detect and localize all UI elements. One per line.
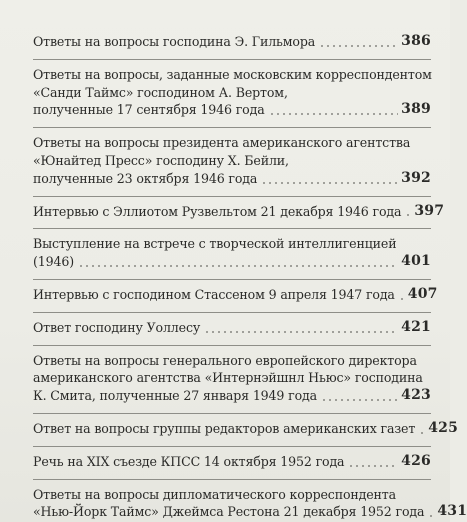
- dot-leader: [269, 113, 399, 115]
- dot-leader: [204, 331, 398, 333]
- toc-entry-last-line: [33, 503, 467, 521]
- dot-leader: [405, 214, 411, 216]
- toc-entry: [33, 453, 431, 471]
- divider: [33, 446, 431, 447]
- divider: [33, 228, 431, 229]
- page-number: 397: [414, 202, 445, 219]
- divider: [33, 413, 431, 414]
- toc-entry-line: Ответы на вопросы президента американского агентства: [33, 135, 411, 151]
- toc-entry-line: Ответы на вопросы, заданные московским корреспондентом: [33, 66, 432, 82]
- page-number: 401: [401, 253, 431, 270]
- divider: [33, 59, 431, 60]
- toc-entry-line: американского агентства «Интернэйшнл Ньюс» господина: [33, 370, 423, 386]
- divider: [33, 479, 431, 480]
- table-of-contents: [33, 33, 467, 521]
- toc-entry-last-line: [33, 170, 431, 188]
- dot-leader: [321, 399, 398, 401]
- divider: [33, 279, 431, 280]
- toc-entry-line: (1946): [33, 254, 74, 270]
- toc-entry: [33, 319, 431, 337]
- divider: [33, 312, 431, 313]
- dot-leader: [419, 432, 425, 434]
- toc-entry-line: Речь на XIX съезде КПСС 14 октября 1952 года: [33, 453, 345, 469]
- toc-entry: [33, 235, 431, 271]
- toc-entry-line: Ответы на вопросы генерального европейского директора: [33, 352, 417, 368]
- dot-leader: [348, 465, 398, 467]
- toc-entry-last-line: [33, 453, 431, 471]
- toc-entry: [33, 66, 431, 119]
- toc-entry: [33, 134, 431, 187]
- toc-entry-last-line: [33, 202, 445, 221]
- toc-entry-line: «Нью-Йорк Таймс» Джеймса Рестона 21 декабря 1952 года: [33, 504, 425, 520]
- toc-entry-last-line: [33, 285, 438, 304]
- toc-entry-line: полученные 17 сентября 1946 года: [33, 102, 265, 118]
- divider: [33, 345, 431, 346]
- page-number: 423: [401, 387, 431, 404]
- toc-entry-line: К. Смита, полученные 27 января 1949 года: [33, 388, 317, 404]
- toc-entry-line: Ответы на вопросы господина Э. Гильмора: [33, 34, 316, 49]
- page-number: 389: [401, 101, 431, 118]
- page-number: 407: [407, 285, 438, 302]
- toc-entry-line: «Юнайтед Пресс» господину Х. Бейли,: [33, 152, 289, 168]
- dot-leader: [319, 45, 398, 47]
- dot-leader: [428, 515, 434, 517]
- toc-entry: [33, 285, 438, 304]
- toc-entry: [33, 419, 459, 438]
- toc-entry: [33, 202, 445, 221]
- divider: [33, 127, 431, 128]
- toc-entry-line: полученные 23 октября 1946 года: [33, 170, 258, 186]
- page-number: 386: [401, 33, 431, 49]
- toc-entry: [33, 486, 467, 522]
- toc-entry-last-line: [33, 101, 431, 119]
- toc-entry-last-line: [33, 387, 431, 405]
- toc-entry-line: Интервью с господином Стассеном 9 апреля 1947 года: [33, 286, 395, 302]
- page-number: 425: [428, 419, 459, 436]
- page-number: 421: [401, 318, 431, 335]
- dot-leader: [399, 298, 405, 300]
- toc-entry-last-line: [33, 319, 431, 337]
- toc-entry-last-line: [33, 33, 431, 51]
- toc-entry-line: Ответы на вопросы дипломатического корреспондента: [33, 486, 396, 502]
- toc-entry-line: Ответ господину Уоллесу: [33, 319, 201, 335]
- dot-leader: [78, 265, 398, 267]
- toc-entry: [33, 33, 431, 51]
- page-number: 426: [401, 452, 431, 469]
- toc-entry-line: Ответ на вопросы группы редакторов американских газет: [33, 420, 416, 436]
- toc-entry: [33, 352, 431, 405]
- toc-entry-line: Выступление на встрече с творческой интеллигенцией: [33, 236, 397, 252]
- page-number: 431: [437, 503, 467, 520]
- divider: [33, 196, 431, 197]
- toc-entry-last-line: [33, 253, 431, 271]
- toc-entry-line: Интервью с Эллиотом Рузвельтом 21 декабря 1946 года: [33, 203, 402, 219]
- dot-leader: [261, 182, 398, 184]
- page-number: 392: [401, 169, 431, 186]
- toc-entry-line: «Санди Таймс» господином А. Вертом,: [33, 84, 288, 100]
- toc-entry-last-line: [33, 419, 459, 438]
